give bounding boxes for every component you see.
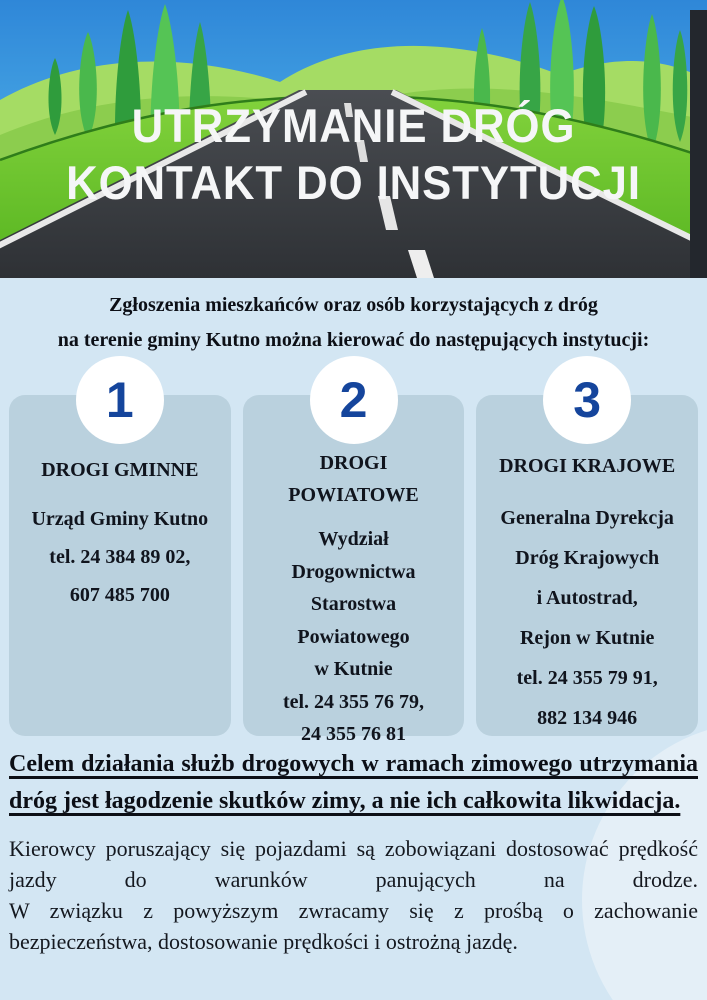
card-line: Drogownictwa (291, 560, 416, 583)
card-drogi-krajowe (476, 372, 698, 736)
number-circle-2 (310, 356, 398, 444)
number-circle-3 (543, 356, 631, 444)
poster-content (0, 278, 707, 957)
card-drogi-powiatowe (243, 372, 465, 745)
drivers-advisory-part1: Kierowcy poruszający się pojazdami są zobowiązani dostosować prędkość jazdy do warunków panujących na drodze. (9, 836, 698, 892)
hero-title-line2: KONTAKT DO INSTYTUCJI (66, 156, 641, 209)
card-number-2: 2 (339, 372, 368, 428)
card-number-3: 3 (573, 372, 602, 428)
intro-line2: na terenie gminy Kutno można kierować do następujących instytucji: (57, 329, 650, 351)
card-line: tel. 24 355 79 91, (516, 667, 658, 689)
intro-line1: Zgłoszenia mieszkańców oraz osób korzystających z dróg (109, 294, 598, 316)
card-line: Urząd Gminy Kutno (31, 508, 209, 530)
hero-title-line1: UTRZYMANIE DRÓG (131, 99, 576, 152)
image-right-border (690, 10, 707, 278)
card-line: 24 355 76 81 (301, 723, 406, 745)
card-line: tel. 24 384 89 02, (49, 546, 191, 568)
card-drogi-gminne (9, 372, 231, 736)
card-line: tel. 24 355 76 79, (282, 690, 425, 713)
institution-cards (0, 372, 707, 745)
drivers-advisory (9, 833, 698, 957)
number-circle-1 (76, 356, 164, 444)
hero-title (25, 97, 683, 211)
card-line: 882 134 946 (537, 707, 638, 729)
card-line: Wydział (318, 528, 389, 550)
card-line: Powiatowego (297, 625, 410, 648)
card-line: Generalna Dyrekcja (500, 507, 674, 529)
card-line: w Kutnie (314, 658, 393, 680)
hero-banner (0, 0, 707, 278)
card-line: i Autostrad, (536, 587, 638, 609)
drivers-advisory-part2: W związku z powyższym zwracamy się z prośbą o zachowanie bezpieczeństwa, dostosowanie prędkości i ostrożną jazdę. (9, 898, 698, 954)
card-title-3: DROGI KRAJOWE (499, 455, 676, 477)
winter-maintenance-notice: Celem działania służb drogowych w ramach zimowego utrzymania dróg jest łagodzenie skutków zimy, a nie ich całkowita likwidacja. (9, 751, 698, 814)
card-title-1: DROGI GMINNE (41, 459, 199, 481)
intro-text (0, 278, 707, 358)
card-title-2: DROGI POWIATOWE (288, 452, 419, 506)
card-line: Dróg Krajowych (515, 547, 660, 569)
card-line: 607 485 700 (69, 584, 170, 606)
card-number-1: 1 (105, 372, 134, 428)
card-line: Rejon w Kutnie (519, 627, 655, 649)
card-line: Starostwa (310, 593, 397, 615)
